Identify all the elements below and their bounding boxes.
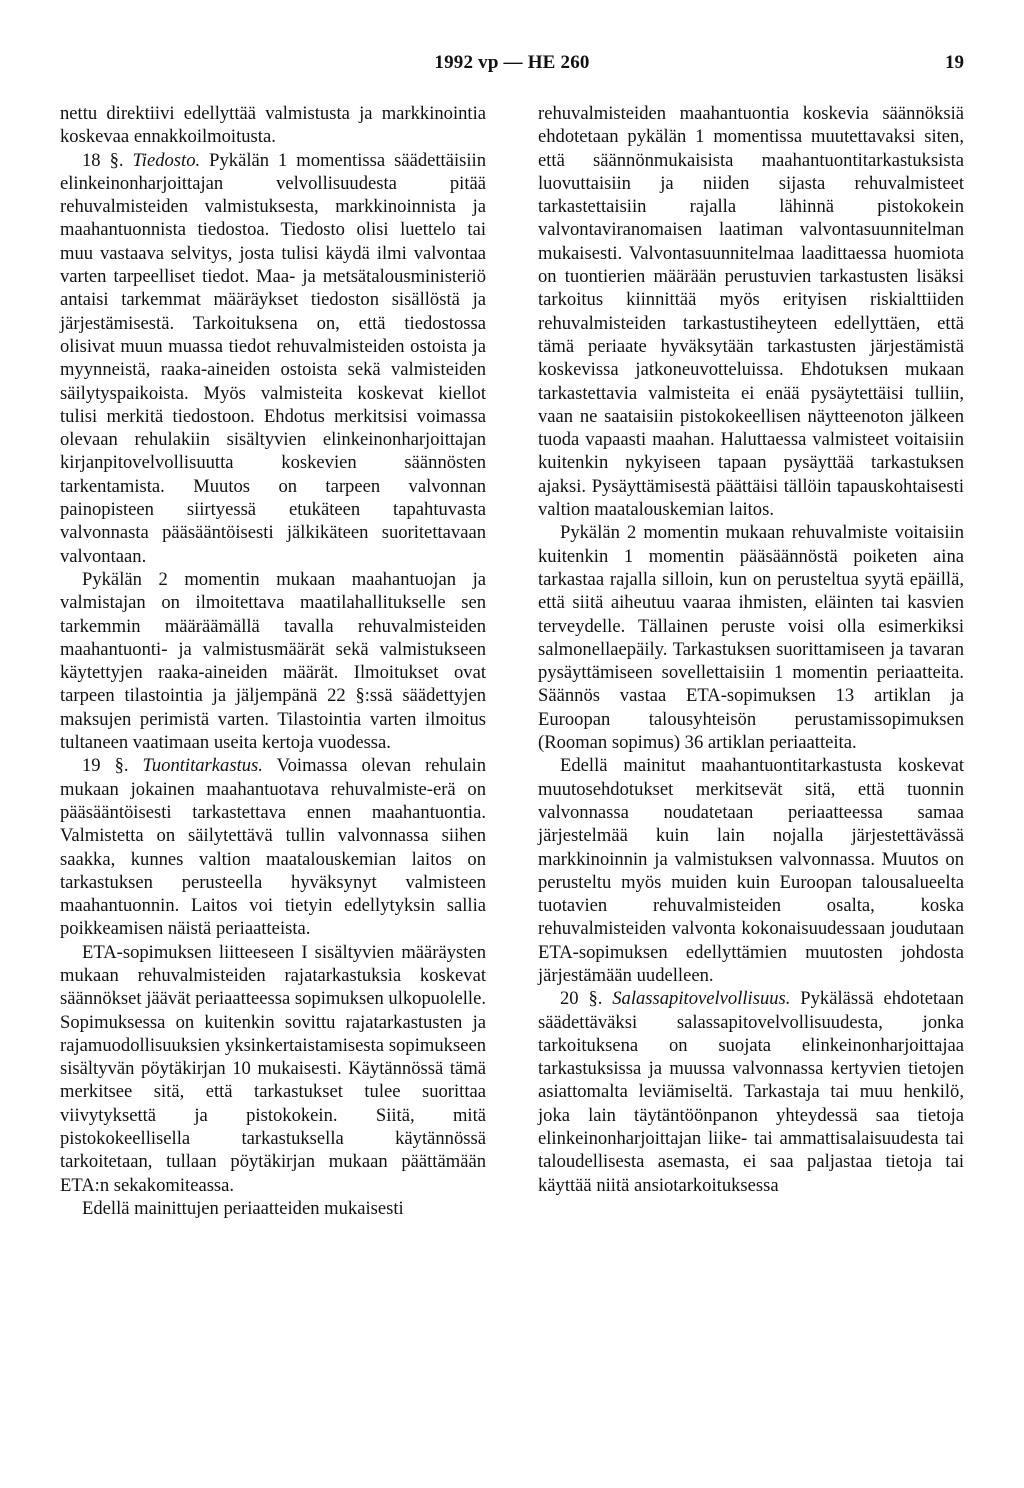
paragraph-text: Pykälän 2 momentin mukaan maahantuojan ja valmistajan on ilmoitettava maatilahallitukselle sen tarkemmin määräämällä tavalla rehuvalmisteiden maahantuonti- ja valmistusmäärät sekä valmistukseen käytettyjen raaka-aineiden määrät. Ilmoitukset ovat tarpeen tilastointia ja jäljempänä 22 §:ssä säädettyjen maksujen perimistä varten. Tilastointia varten ilmoitus tultaneen vaatimaan useita kertoja vuodessa. (60, 568, 486, 754)
paragraph-text: nettu direktiivi edellyttää valmistusta ja markkinointia koskevaa ennakkoilmoitusta. (60, 103, 486, 148)
section-heading: Salassapitovelvollisuus. (612, 988, 791, 1010)
paragraph (538, 521, 964, 754)
paragraph (538, 987, 964, 1197)
paragraph (60, 149, 486, 568)
paragraph (60, 754, 486, 940)
paragraph-text: Edellä mainitut maahantuontitarkastusta koskevat muutosehdotukset merkitsevät sitä, että tuonnin valvonnassa noudatetaan periaatteessa samaa järjestelmää kuin lain nojalla järjestettävässä markkinoinnin ja valmistuksen valvonnassa. Muutos on perusteltu myös muiden kuin Euroopan talousalueelta tuotavien rehuvalmisteiden osalta, koska rehuvalmisteiden valvonta kokonaisuudessaan joudutaan ETA-sopimuksen edellyttämien muutosten johdosta järjestämään uudelleen. (538, 755, 964, 986)
paragraph (538, 754, 964, 987)
paragraph-text: ETA-sopimuksen liitteeseen I sisältyvien määräysten mukaan rehuvalmisteiden rajatarkastuksia koskevat säännökset jäävät periaatteessa sopimuksen ulkopuolelle. Sopimuksessa on kuitenkin sovittu rajatarkastusten ja rajamuodollisuuksien yksinkertaistamisesta sopimukseen sisältyvän pöytäkirjan 10 mukaisesti. Käytännössä tämä merkitsee sitä, että tarkastukset tulee suorittaa viivytyksettä ja pistokokein. Siitä, mitä pistokokeellisella tarkastuksella käytännössä tarkoitetaan, tullaan pöytäkirjan mukaan päättämään ETA:n sekakomiteassa. (60, 941, 486, 1196)
right-column (538, 102, 964, 1197)
paragraph (60, 941, 486, 1197)
paragraph (60, 102, 486, 149)
left-column (60, 102, 486, 1220)
paragraph-text: Voimassa olevan rehulain mukaan jokainen maahantuotava rehuvalmiste-erä on pääsääntöisesti tarkastettava ennen maahantuontia. Valmistetta on säilytettävä tullin valvonnassa siihen saakka, kunnes valtion maatalouskemian laitos on tarkastuksen perusteella hyväksynyt valmisteen maahantuonnin. Laitos voi tietyin edellytyksin sallia poikkeamisen näistä periaatteista. (60, 755, 486, 940)
paragraph-text: Pykälän 2 momentin mukaan rehuvalmiste voitaisiin kuitenkin 1 momentin pääsäännöstä poiketen aina tarkastaa rajalla silloin, kun on perusteltua syytä epäillä, että siitä aiheutuu vaaraa ihmisten, eläinten tai kasvien terveydelle. Tällainen peruste voisi olla esimerkiksi salmonellaepäily. Tarkastuksen suorittamiseen ja tavaran pysäyttämiseen sovellettaisiin 1 momentin periaatteita. Säännös vastaa ETA-sopimuksen 13 artiklan ja Euroopan talousyhteisön perustamissopimuksen (Rooman sopimus) 36 artiklan periaatteita. (538, 522, 964, 754)
paragraph (60, 1197, 486, 1220)
paragraph (60, 568, 486, 754)
section-heading: Tiedosto. (132, 149, 201, 171)
section-heading: Tuontitarkastus. (142, 755, 263, 777)
document-reference: 1992 vp — HE 260 (434, 52, 590, 73)
paragraph (538, 102, 964, 521)
paragraph-text: Edellä mainittujen periaatteiden mukaisesti (82, 1197, 404, 1219)
page-number: 19 (945, 52, 964, 73)
section-number: 20 §. (560, 988, 613, 1010)
paragraph-text: Pykälän 1 momentissa säädettäisiin elinkeinonharjoittajan velvollisuudesta pitää rehuvalmisteiden valmistuksesta, markkinoinnista ja maahantuonnista tiedostoa. Tiedosto olisi luettelo tai muu vastaava selvitys, josta tulisi käydä ilmi valvontaa varten tarpeelliset tiedot. Maa- ja metsätalousministeriö antaisi tarkemmat määräykset tiedoston sisällöstä ja järjestämisestä. Tarkoituksena on, että tiedostossa olisivat muun muassa tiedot rehuvalmisteiden ostoista ja myynneistä, raaka-aineiden ostoista sekä valmisteiden säilytyspaikoista. Myös valmisteita koskevat kiellot tulisi merkitä tiedostoon. Ehdotus merkitsisi voimassa olevaan rehulakiin sisältyvien elinkeinonharjoittajan kirjanpitovelvollisuutta koskevien säännösten tarkentamista. Muutos on tarpeen valvonnan painopisteen siirtyessä etukäteen tapahtuvasta valvonnasta pääsääntöisesti jälkikäteen suoritettavaan valvontaan. (60, 149, 486, 567)
section-number: 18 §. (82, 149, 133, 171)
section-number: 19 §. (82, 755, 143, 777)
paragraph-text: Pykälässä ehdotetaan säädettäväksi salassapitovelvollisuudesta, jonka tarkoituksena on suojata elinkeinonharjoittajaa tarkastuksissa ja muussa valvonnassa kertyvien tietojen asiattomalta leviämiseltä. Tarkastaja tai muu henkilö, joka lain täytäntöönpanon yhteydessä saa tietoja elinkeinonharjoittajan liike- tai ammattisalaisuudesta tai taloudellisesta asemasta, ei saa paljastaa tietoja tai käyttää niitä ansiotarkoituksessa (538, 988, 964, 1196)
page-header (0, 52, 1024, 82)
paragraph-text: rehuvalmisteiden maahantuontia koskevia säännöksiä ehdotetaan pykälän 1 momentissa muutettavaksi siten, että säännönmukaisista maahantuontitarkastuksista luovuttaisiin ja niiden sijasta rehuvalmisteet tarkastettaisiin rajalla lähinnä pistokokein valvontaviranomaisen laatiman valvontasuunnitelman mukaisesti. Valvontasuunnitelmaa laadittaessa huomiota on tuontierien määrään perustuvien tarkastusten lisäksi tarkoitus kiinnittää myös erityisen riskialttiiden rehuvalmisteiden tarkastustiheyteen edellyttäen, että tämä periaate hyväksytään tarkastusten järjestämistä koskevissa jatkoneuvotteluissa. Ehdotuksen mukaan tarkastettavia valmisteita ei enää pysäytettäisi tulliin, vaan ne saataisiin pistokokeellisen näytteenoton jälkeen tuoda vapaasti maahan. Haluttaessa valmisteet voitaisiin kuitenkin nykyiseen tapaan pysäyttää tarkastuksen ajaksi. Pysäyttämisestä päättäisi tällöin tapauskohtaisesti valtion maatalouskemian laitos. (538, 103, 964, 521)
